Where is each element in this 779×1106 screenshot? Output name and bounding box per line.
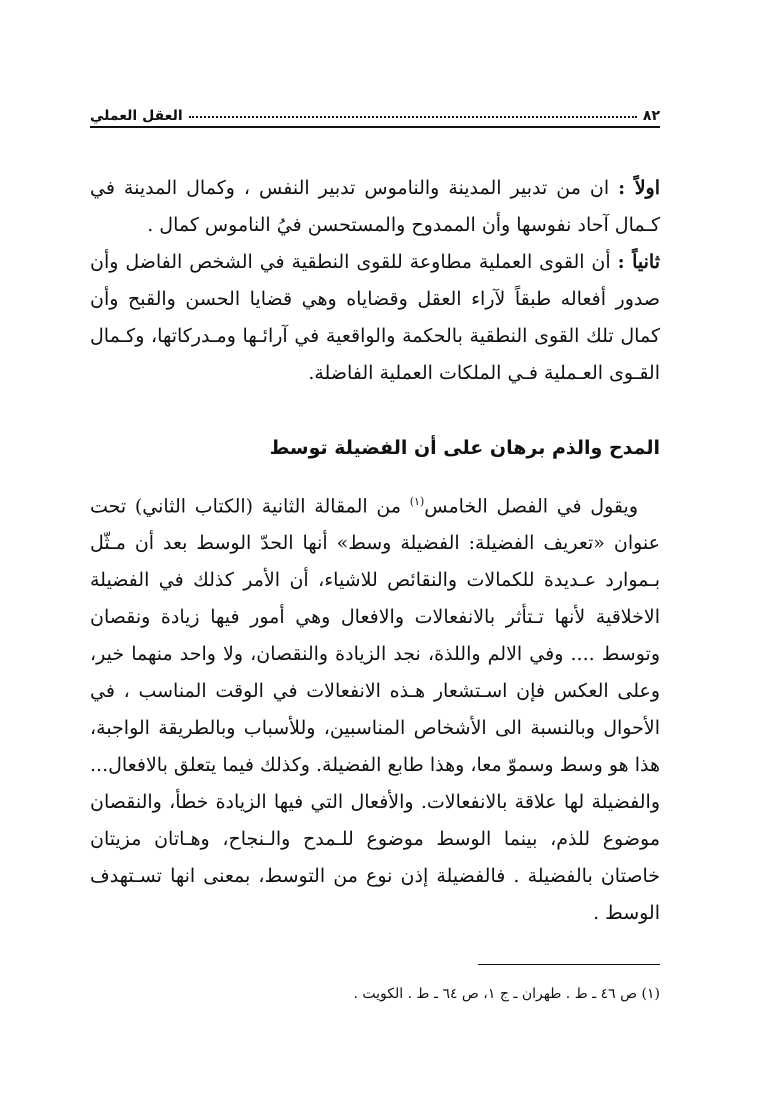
paragraph-text-before-note: ويقول في الفصل الخامس — [424, 495, 638, 518]
running-title: العقل العملي — [90, 108, 183, 124]
paragraph-first-point — [90, 170, 660, 244]
footnote-marker: (١) — [409, 495, 425, 508]
paragraph-second-point — [90, 244, 660, 392]
page-number: ٨٢ — [642, 108, 660, 124]
book-page — [90, 96, 661, 1002]
paragraph-text-first: ان من تدبير المدينة والناموس تدبير النفس ، وكمال المدينة في كـمال آحاد نفوسها وأن الممدوح والمستحسن فيُ الناموس كمال . — [90, 177, 660, 236]
paragraph-lead-first: اولاً : — [618, 177, 661, 199]
header-dot-leader — [189, 116, 637, 118]
paragraph-lead-second: ثانياً : — [617, 251, 660, 273]
page-header — [90, 96, 660, 128]
paragraph-text-after-note: من المقالة الثانية (الكتاب الثاني) تحت عنوان «تعريف الفضيلة: الفضيلة وسط» أنها الحدّ الوسط بعد أن مـثّل بـموارد عـديدة للكمالات والنقائص للاشياء، أن الأمر كذلك في الفضيلة الاخلاقية لأنها تـتأثر بالانفعالات والافعال وهي أمور فيها زيادة ونقصان وتوسط .... وفي الالم واللذة، نجد الزيادة والنقصان، ولا واحد منهما خير، وعلى العكس فإن اسـتشعار هـذه الانفعالات في الوقت المناسب ، في الأحوال وبالنسبة الى الأشخاص المناسبين، وللأسباب وبالطريقة الواجبة، هذا هو وسط وسموّ معا، وهذا طابع الفضيلة. وكذلك فيما يتعلق بالافعال... والفضيلة لها علاقة بالانفعالات. والأفعال التي فيها الزيادة خطأ، والنقصان موضوع للذم، بينما الوسط موضوع للـمدح والـنجاح، وهـاتان مزيتان خاصتان بالفضيلة . فالفضيلة إذن نوع من التوسط، بمعنى انها تسـتهدف الوسط . — [90, 495, 660, 925]
footnote-text: (١) ص ٤٦ ـ ط . طهران ـ ج ١، ص ٦٤ ـ ط . الكويت . — [353, 986, 660, 1002]
paragraph-fifth-chapter-quote — [90, 483, 660, 932]
paragraph-text-second: أن القوى العملية مطاوعة للقوى النطقية في الشخص الفاضل وأن صدور أفعاله طبقاً لآراء العقل وقضاياه وهي قضايا الحسن والقبح وأن كمال تلك القوى النطقية بالحكمة والواقعية في آرائـها ومـدركاتها، وكـمال القـوى العـملية فـي الملكات العملية الفاضلة. — [90, 251, 660, 384]
footnote-divider — [478, 964, 660, 965]
section-heading: المدح والذم برهان على أن الفضيلة توسط — [269, 437, 660, 459]
